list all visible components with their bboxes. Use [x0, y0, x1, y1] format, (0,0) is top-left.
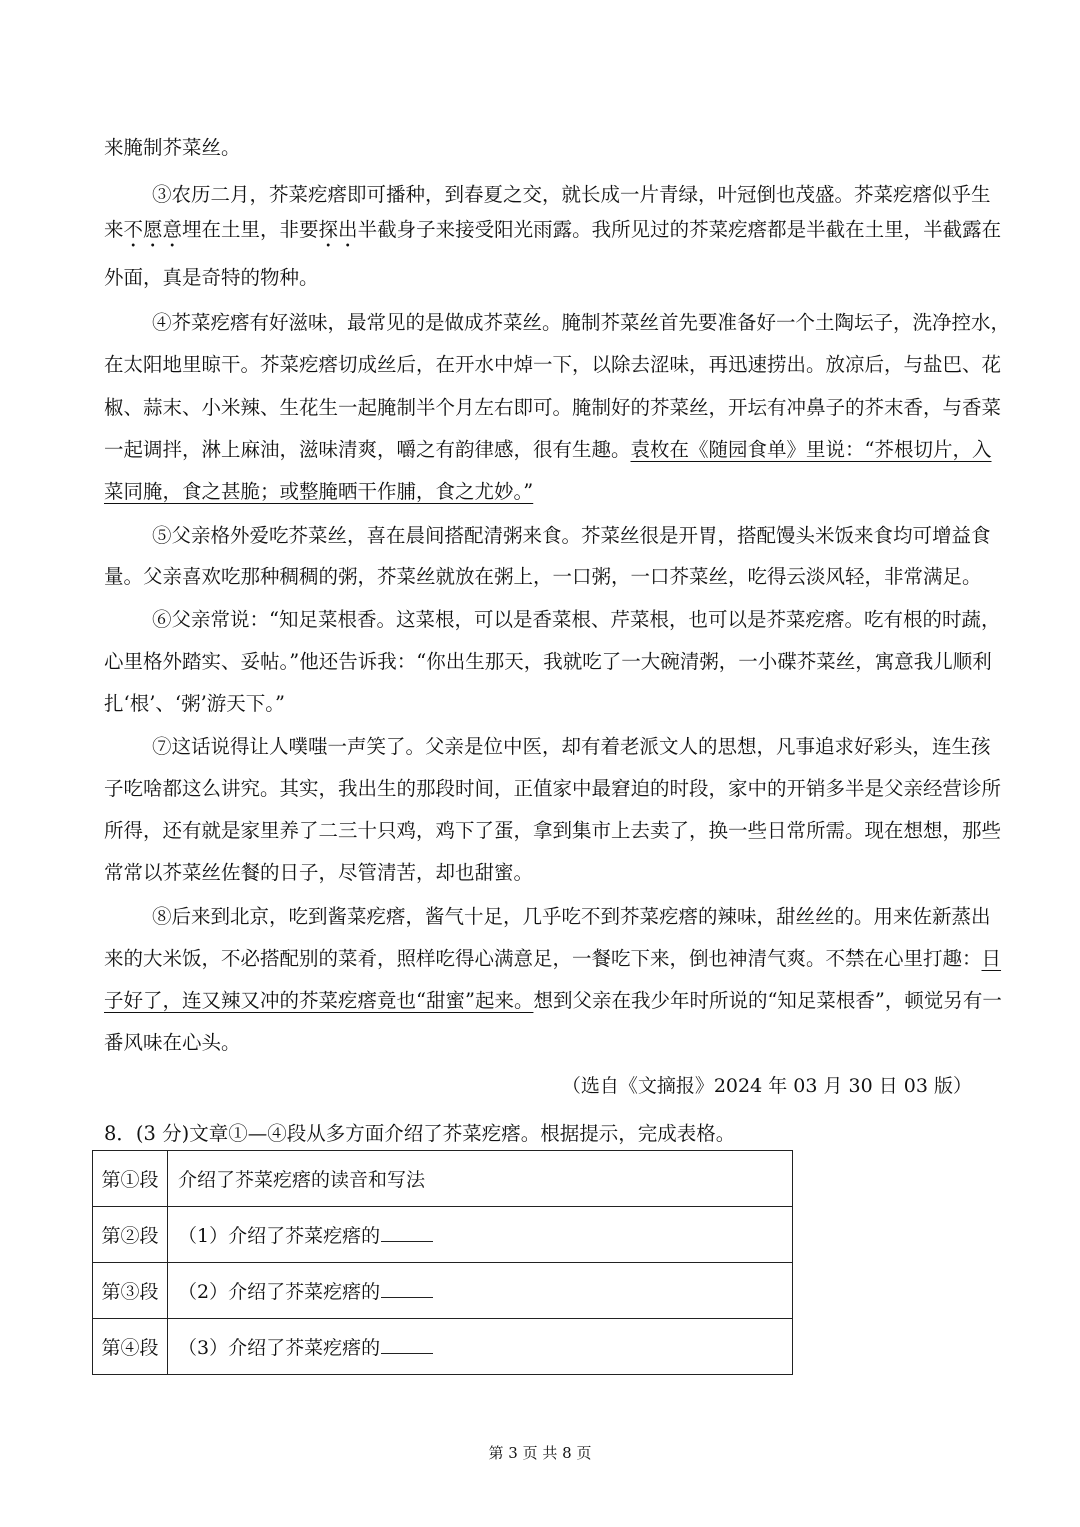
- answer-blank[interactable]: [381, 1223, 433, 1242]
- paragraph-3-line: 来不愿意埋在土里，非要探出半截身子来接受阳光雨露。我所见过的芥菜疙瘩都是半截在土里，半截露在: [104, 218, 1002, 241]
- answer-table: [92, 1150, 793, 1375]
- row-label: 第①段: [93, 1151, 168, 1207]
- page-footer: 第 3 页 共 8 页: [488, 1444, 592, 1462]
- paragraph-7-line: 子吃啥都这么讲究。其实，我出生的那段时间，正值家中最窘迫的时段，家中的开销多半是父亲经营诊所: [104, 777, 1002, 800]
- row-label: 第③段: [93, 1263, 168, 1319]
- paragraph-6-line: ⑥父亲常说：“知足菜根香。这菜根，可以是香菜根、芹菜根，也可以是芥菜疙瘩。吃有根的时蔬，: [152, 608, 1001, 631]
- paragraph-8-line: 子好了，连又辣又冲的芥菜疙瘩竟也“甜蜜”起来。想到父亲在我少年时所说的“知足菜根香”，顿觉另有一: [104, 989, 1002, 1012]
- row-content: （1）介绍了芥菜疙瘩的: [168, 1207, 793, 1263]
- row-content: （2）介绍了芥菜疙瘩的: [168, 1263, 793, 1319]
- paragraph-4-line: [104, 472, 974, 512]
- paragraph-7-line: 所得，还有就是家里养了二三十只鸡，鸡下了蛋，拿到集市上去卖了，换一些日常所需。现在想想，那些: [104, 819, 1002, 842]
- paragraph-4-line: ④芥菜疙瘩有好滋味，最常见的是做成芥菜丝。腌制芥菜丝首先要准备好一个土陶坛子，洗净控水，: [152, 311, 1011, 334]
- paragraph-6-line: 扎‘根’、‘粥’游天下。”: [104, 692, 286, 715]
- row-content: 介绍了芥菜疙瘩的读音和写法: [168, 1151, 793, 1207]
- paragraph-5-line: 量。父亲喜欢吃那种稠稠的粥，芥菜丝就放在粥上，一口粥，一口芥菜丝，吃得云淡风轻，非常满足。: [104, 565, 982, 588]
- table-row: [93, 1151, 793, 1207]
- paragraph-2-tail: 来腌制芥菜丝。: [104, 136, 241, 159]
- paragraph-4-line: 椒、蒜末、小米辣、生花生一起腌制半个月左右即可。腌制好的芥菜丝，开坛有冲鼻子的芥末香，与香菜: [104, 396, 1002, 419]
- table-row: [93, 1207, 793, 1263]
- underlined-sentence: 日: [981, 947, 1002, 970]
- paragraph-4-line: 一起调拌，淋上麻油，滋味清爽，嚼之有韵律感，很有生趣。袁枚在《随园食单》里说：“芥根切片，入: [104, 438, 992, 461]
- row-label: 第②段: [93, 1207, 168, 1263]
- table-row: [93, 1263, 793, 1319]
- question-8-prompt: 8．(3 分)文章①—④段从多方面介绍了芥菜疙瘩。根据提示，完成表格。: [104, 1122, 736, 1145]
- paragraph-7-line: ⑦这话说得让人噗嗤一声笑了。父亲是位中医，却有着老派文人的思想，凡事追求好彩头，连生孩: [152, 735, 991, 758]
- emphasized-word: 不愿意: [123, 218, 183, 241]
- emphasized-word: 探出: [318, 218, 358, 241]
- paragraph-4-line: 在太阳地里晾干。芥菜疙瘩切成丝后，在开水中焯一下，以除去涩味，再迅速捞出。放凉后，与盐巴、花: [104, 353, 1002, 376]
- paragraph-6-line: 心里格外踏实、妥帖。”他还告诉我：“你出生那天，我就吃了一大碗清粥，一小碟芥菜丝，寓意我儿顺利: [104, 650, 992, 673]
- row-content: （3）介绍了芥菜疙瘩的: [168, 1319, 793, 1375]
- paragraph-5-line: ⑤父亲格外爱吃芥菜丝，喜在晨间搭配清粥来食。芥菜丝很是开胃，搭配馒头米饭来食均可增益食: [152, 524, 991, 547]
- paragraph-8-line: ⑧后来到北京，吃到酱菜疙瘩，酱气十足，几乎吃不到芥菜疙瘩的辣味，甜丝丝的。用来佐新蒸出: [152, 905, 991, 928]
- underlined-quote: 袁枚在《随园食单》里说：“芥根切片，入: [630, 438, 992, 461]
- row-label: 第④段: [93, 1319, 168, 1375]
- underlined-sentence: 子好了，连又辣又冲的芥菜疙瘩竟也“甜蜜”起来。: [104, 989, 534, 1012]
- underlined-quote: 菜同腌，食之甚脆；或整腌晒干作脯，食之尤妙。”: [104, 480, 534, 503]
- paragraph-3-line: ③农历二月，芥菜疙瘩即可播种，到春夏之交，就长成一片青绿，叶冠倒也茂盛。芥菜疙瘩似乎生: [152, 183, 991, 206]
- paragraph-8-line: 番风味在心头。: [104, 1031, 241, 1054]
- paragraph-3-line: 外面，真是奇特的物种。: [104, 266, 319, 289]
- paragraph-8-line: 来的大米饭，不必搭配别的菜肴，照样吃得心满意足，一餐吃下来，倒也神清气爽。不禁在心里打趣：日: [104, 947, 1002, 970]
- table-row: [93, 1319, 793, 1375]
- answer-blank[interactable]: [381, 1279, 433, 1298]
- paragraph-7-line: 常常以芥菜丝佐餐的日子，尽管清苦，却也甜蜜。: [104, 861, 534, 884]
- answer-blank[interactable]: [381, 1335, 433, 1354]
- article-source: （选自《文摘报》2024 年 03 月 30 日 03 版）: [561, 1075, 972, 1097]
